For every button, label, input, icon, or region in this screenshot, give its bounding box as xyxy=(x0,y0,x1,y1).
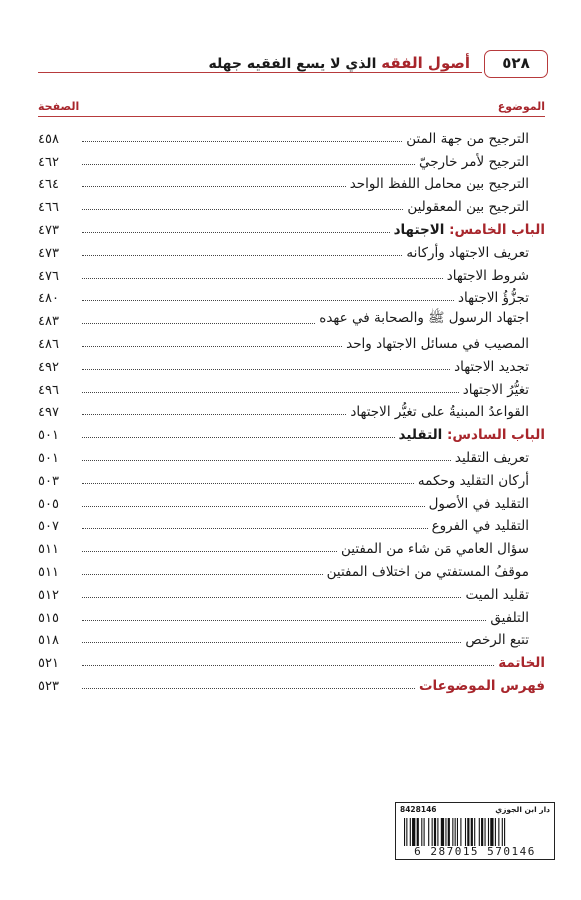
barcode-bar xyxy=(434,818,436,846)
toc-entry-page: ٥١١ xyxy=(38,542,59,558)
toc-entry-page: ٤٦٤ xyxy=(38,177,59,193)
barcode-digits: 6 287015 570146 xyxy=(414,845,536,858)
barcode-bar xyxy=(481,818,483,846)
page-number: ٥٢٨ xyxy=(484,50,548,78)
toc-entry-title xyxy=(319,309,545,329)
toc-row xyxy=(38,420,545,443)
toc-entry-page: ٤٨٣ xyxy=(38,314,59,330)
toc-row xyxy=(38,261,545,284)
table-of-contents xyxy=(38,124,545,694)
toc-entry-page: ٤٨٠ xyxy=(38,291,59,307)
barcode-bar xyxy=(460,818,461,846)
toc-row xyxy=(38,375,545,398)
barcode-bar xyxy=(452,818,453,846)
toc-entry-title xyxy=(419,678,545,694)
toc-row xyxy=(38,215,545,238)
toc-row xyxy=(38,648,545,671)
toc-entry-title xyxy=(394,222,545,238)
toc-row xyxy=(38,603,545,626)
toc-entry-title xyxy=(341,541,545,557)
dot-leader xyxy=(82,323,315,324)
barcode-bar xyxy=(421,818,422,846)
toc-row xyxy=(38,284,545,307)
toc-entry-page: ٥٠٥ xyxy=(38,496,59,512)
barcode-bar xyxy=(465,818,466,846)
toc-row xyxy=(38,124,545,147)
barcode-bar xyxy=(490,818,493,846)
toc-entry-title xyxy=(465,632,545,648)
toc-entry-title xyxy=(458,290,545,306)
toc-entry-title xyxy=(406,245,545,261)
toc-row xyxy=(38,170,545,193)
column-headers xyxy=(38,100,545,118)
barcode-bar xyxy=(498,818,499,846)
dot-leader xyxy=(82,528,428,529)
toc-entry-page: ٥٢٣ xyxy=(38,678,59,694)
barcode-bar xyxy=(485,818,486,846)
barcode-bar xyxy=(441,818,444,846)
toc-entry-title xyxy=(454,359,545,375)
barcode-bar xyxy=(502,818,503,846)
toc-entry-page: ٤٧٦ xyxy=(38,268,59,284)
barcode-bar xyxy=(424,818,425,846)
barcode-bar xyxy=(471,818,473,846)
barcode-bar xyxy=(432,818,433,846)
toc-row xyxy=(38,489,545,512)
dot-leader xyxy=(82,483,414,484)
barcode-bar xyxy=(437,818,438,846)
toc-entry-page: ٥٠١ xyxy=(38,428,59,444)
toc-entry-label: موقفُ المستفتي من اختلاف المفتين xyxy=(326,563,529,580)
book-title-rest: الذي لا يسع الفقيه جهله xyxy=(208,56,377,72)
barcode-bar xyxy=(495,818,496,846)
toc-entry-page: ٤٧٣ xyxy=(38,222,59,238)
toc-entry-page: ٤٩٦ xyxy=(38,382,59,398)
dot-leader xyxy=(82,665,494,666)
toc-entry-label: الباب السادس: xyxy=(446,427,545,444)
toc-entry-label: الباب الخامس: xyxy=(449,221,545,238)
toc-row xyxy=(38,443,545,466)
barcode-publisher: دار ابن الجوزي xyxy=(495,805,550,814)
barcode-bar xyxy=(474,818,475,846)
toc-entry-page: ٤٨٦ xyxy=(38,336,59,352)
barcode-bars xyxy=(404,818,548,846)
toc-row xyxy=(38,329,545,352)
toc-entry-label: فهرس الموضوعات xyxy=(418,677,545,694)
toc-entry-title xyxy=(447,268,545,284)
toc-entry-label: الترجيح بين محامل اللفظ الواحد xyxy=(349,176,529,193)
column-header-rule xyxy=(38,116,545,117)
barcode-bar xyxy=(412,818,415,846)
dot-leader xyxy=(82,186,346,187)
toc-entry-title xyxy=(399,427,545,443)
toc-entry-page: ٤٧٣ xyxy=(38,245,59,261)
page-column-header: الصفحة xyxy=(38,100,80,113)
dot-leader xyxy=(82,688,415,689)
toc-entry-label: الخاتمة xyxy=(498,655,545,672)
page-header xyxy=(38,50,548,80)
toc-entry-label: التقليد في الأصول xyxy=(428,495,529,512)
toc-entry-label: تجديد الاجتهاد xyxy=(454,358,529,375)
toc-entry-title xyxy=(455,450,545,466)
toc-entry-title xyxy=(419,154,545,170)
toc-row xyxy=(38,306,545,329)
toc-row xyxy=(38,557,545,580)
toc-entry-label: الترجيح لأمر خارجيّ xyxy=(418,153,529,170)
toc-entry-title xyxy=(429,496,545,512)
toc-entry-title xyxy=(418,473,545,489)
toc-entry-title xyxy=(406,131,545,147)
dot-leader xyxy=(82,369,450,370)
toc-entry-page: ٥٠١ xyxy=(38,450,59,466)
barcode-bar xyxy=(448,818,450,846)
toc-entry-page: ٤٦٢ xyxy=(38,154,59,170)
toc-entry-label: تجزُّؤُ الاجتهاد xyxy=(458,290,529,307)
toc-entry-label: سؤال العامي مَن شاء من المفتين xyxy=(341,541,529,558)
dot-leader xyxy=(82,506,425,507)
toc-entry-label: التلفيق xyxy=(490,609,529,626)
topic-column-header: الموضوع xyxy=(497,100,545,113)
toc-entry-page: ٥١٢ xyxy=(38,587,59,603)
book-title-accent: أصول الفقه xyxy=(381,54,470,72)
header-rule xyxy=(38,72,482,73)
toc-entry-label: تغيُّرُ الاجتهاد xyxy=(462,381,529,398)
toc-entry-label: الترجيح بين المعقولين xyxy=(407,199,529,216)
toc-entry-page: ٥١٥ xyxy=(38,610,59,626)
dot-leader xyxy=(82,414,346,415)
toc-entry-title xyxy=(407,199,545,215)
toc-entry-page: ٤٥٨ xyxy=(38,131,59,147)
toc-row xyxy=(38,466,545,489)
dot-leader xyxy=(82,141,402,142)
barcode-bar xyxy=(428,818,429,846)
toc-entry-label: اجتهاد الرسول ﷺ والصحابة في عهده xyxy=(319,310,529,327)
dot-leader xyxy=(82,300,454,301)
toc-row xyxy=(38,398,545,421)
toc-entry-page: ٥٠٣ xyxy=(38,473,59,489)
toc-entry-label: تعريف الاجتهاد وأركانه xyxy=(406,244,529,261)
book-title xyxy=(208,54,470,72)
toc-entry-page: ٤٦٦ xyxy=(38,200,59,216)
dot-leader xyxy=(82,164,415,165)
toc-entry-label: شروط الاجتهاد xyxy=(446,267,529,284)
dot-leader xyxy=(82,551,337,552)
toc-row xyxy=(38,512,545,535)
dot-leader xyxy=(82,278,443,279)
toc-entry-label: تعريف التقليد xyxy=(454,449,529,466)
toc-entry-page: ٤٩٢ xyxy=(38,359,59,375)
barcode xyxy=(395,802,555,860)
barcode-bar xyxy=(457,818,458,846)
barcode-bar xyxy=(417,818,419,846)
toc-entry-label: الترجيح من جهة المتن xyxy=(406,130,529,147)
barcode-bar xyxy=(488,818,489,846)
barcode-bar xyxy=(467,818,469,846)
barcode-bar xyxy=(445,818,446,846)
dot-leader xyxy=(82,232,390,233)
barcode-code: 8428146 xyxy=(400,805,437,814)
barcode-bar xyxy=(479,818,480,846)
toc-entry-title xyxy=(465,587,545,603)
toc-entry-page: ٥١٨ xyxy=(38,633,59,649)
barcode-bar xyxy=(410,818,411,846)
toc-entry-title xyxy=(346,336,545,352)
toc-entry-title xyxy=(350,404,545,420)
toc-row xyxy=(38,238,545,261)
dot-leader xyxy=(82,574,323,575)
toc-entry-label: التقليد في الفروع xyxy=(431,518,529,535)
dot-leader xyxy=(82,437,395,438)
toc-entry-label: القواعدُ المبنيةُ على تغيُّر الاجتهاد xyxy=(350,404,529,421)
barcode-top-line xyxy=(400,805,550,817)
barcode-bar xyxy=(404,818,405,846)
toc-entry-title xyxy=(350,176,545,192)
toc-row xyxy=(38,192,545,215)
toc-entry-label: المصيب في مسائل الاجتهاد واحد xyxy=(346,335,529,352)
dot-leader xyxy=(82,255,402,256)
toc-row xyxy=(38,534,545,557)
barcode-bar xyxy=(504,818,505,846)
toc-entry-label: تتبع الرخص xyxy=(465,632,529,649)
toc-entry-label: تقليد الميت xyxy=(465,586,529,603)
dot-leader xyxy=(82,460,451,461)
toc-entry-label: أركان التقليد وحكمه xyxy=(417,472,529,489)
toc-entry-title xyxy=(498,655,545,671)
toc-entry-page: ٥٠٧ xyxy=(38,519,59,535)
toc-row xyxy=(38,147,545,170)
toc-entry-title xyxy=(432,518,545,534)
toc-entry-title xyxy=(490,610,545,626)
barcode-bar xyxy=(455,818,456,846)
toc-row xyxy=(38,580,545,603)
dot-leader xyxy=(82,597,461,598)
toc-entry-title xyxy=(327,564,545,580)
dot-leader xyxy=(82,392,459,393)
toc-entry-title xyxy=(463,382,545,398)
barcode-bar xyxy=(406,818,407,846)
dot-leader xyxy=(82,346,342,347)
toc-entry-page: ٥١١ xyxy=(38,564,59,580)
toc-row xyxy=(38,671,545,694)
dot-leader xyxy=(82,620,486,621)
toc-row xyxy=(38,352,545,375)
toc-row xyxy=(38,626,545,649)
toc-entry-page: ٥٢١ xyxy=(38,656,59,672)
toc-entry-page: ٤٩٧ xyxy=(38,405,59,421)
toc-entry-chapter-name: التقليد xyxy=(398,427,443,444)
toc-entry-chapter-name: الاجتهاد xyxy=(393,221,445,238)
dot-leader xyxy=(82,642,461,643)
dot-leader xyxy=(82,209,403,210)
